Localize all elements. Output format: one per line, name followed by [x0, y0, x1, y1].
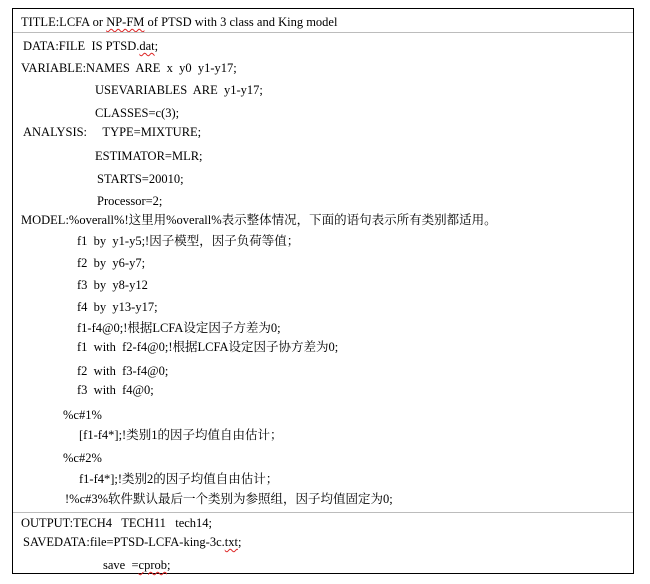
- savedata-line: SAVEDATA:file=PTSD-LCFA-king-3c.txt;: [23, 535, 242, 549]
- divider: [13, 32, 633, 33]
- divider: [13, 512, 633, 513]
- model-header-line: MODEL:%overall%!这里用%overall%表示整体情况，下面的语句表示所有类别都适用。: [21, 213, 497, 227]
- model-f3-line: f3 by y8-y12: [77, 278, 148, 292]
- data-line: DATA:FILE IS PTSD.dat;: [23, 39, 159, 53]
- output-line: OUTPUT:TECH4 TECH11 tech14;: [21, 516, 213, 530]
- class1-label: %c#1%: [63, 408, 102, 422]
- class2-means-line: f1-f4*];!类别2的因子均值自由估计；: [79, 472, 279, 486]
- model-f1-line: f1 by y1-y5;!因子模型，因子负荷等值；: [77, 234, 300, 248]
- model-f3-with-line: f3 with f4@0;: [77, 383, 154, 397]
- processor-line: Processor=2;: [97, 194, 163, 208]
- estimator-line: ESTIMATOR=MLR;: [95, 149, 203, 163]
- model-variance-line: f1-f4@0;!根据LCFA设定因子方差为0;: [77, 321, 281, 335]
- model-f2-with-line: f2 with f3-f4@0;: [77, 364, 169, 378]
- variable-names-line: VARIABLE:NAMES ARE x y0 y1-y17;: [21, 61, 237, 75]
- model-f2-line: f2 by y6-y7;: [77, 256, 146, 270]
- model-covariance-line: f1 with f2-f4@0;!根据LCFA设定因子协方差为0;: [77, 340, 339, 354]
- starts-line: STARTS=20010;: [97, 172, 184, 186]
- class2-label: %c#2%: [63, 451, 102, 465]
- model-f4-line: f4 by y13-y17;: [77, 300, 158, 314]
- syntax-document: [12, 8, 634, 574]
- classes-line: CLASSES=c(3);: [95, 106, 180, 120]
- analysis-type-line: ANALYSIS: TYPE=MIXTURE;: [23, 125, 202, 139]
- usevariables-line: USEVARIABLES ARE y1-y17;: [95, 83, 263, 97]
- class3-comment-line: !%c#3%软件默认最后一个类别为参照组，因子均值固定为0;: [65, 492, 393, 506]
- title-line: TITLE:LCFA or NP-FM of PTSD with 3 class and King model: [21, 15, 338, 29]
- class1-means-line: [f1-f4*];!类别1的因子均值自由估计；: [79, 428, 283, 442]
- save-line: save =cprob;: [103, 558, 171, 572]
